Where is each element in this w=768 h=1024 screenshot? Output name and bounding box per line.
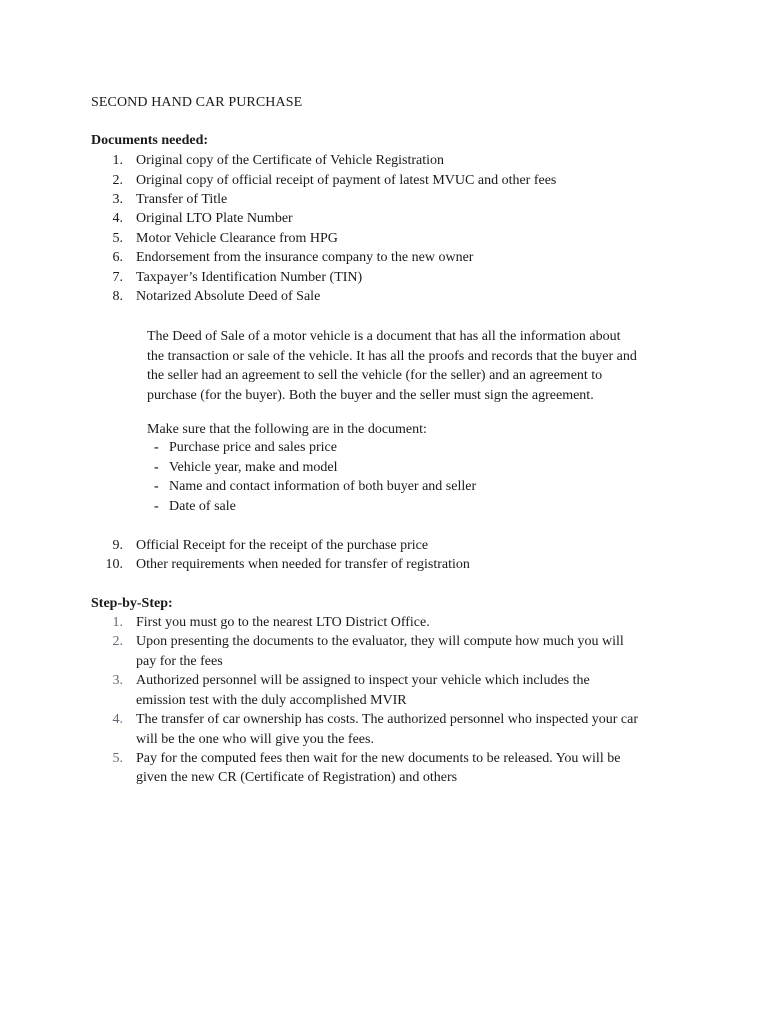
step-text: pay for the fees — [136, 654, 223, 669]
list-number: 9. — [112, 538, 123, 553]
step-text: Authorized personnel will be assigned to inspect your vehicle which includes the — [136, 673, 590, 688]
list-number: 4. — [112, 211, 123, 226]
bullet-text: Name and contact information of both buyer and seller — [169, 479, 477, 494]
steps-heading: Step-by-Step: — [91, 596, 173, 611]
list-text: Original copy of official receipt of payment of latest MVUC and other fees — [136, 173, 557, 188]
step-text: First you must go to the nearest LTO District Office. — [136, 615, 430, 630]
paragraph-line: the transaction or sale of the vehicle. It has all the proofs and records that the buyer and — [147, 348, 637, 364]
step-text: Upon presenting the documents to the evaluator, they will compute how much you will — [136, 634, 624, 649]
documents-heading: Documents needed: — [91, 133, 209, 148]
bullet-text: Purchase price and sales price — [169, 440, 337, 455]
bullet-text: Date of sale — [169, 499, 236, 514]
paragraph-line: purchase (for the buyer). Both the buyer and the seller must sign the agreement. — [147, 387, 594, 403]
list-text: Official Receipt for the receipt of the purchase price — [136, 538, 429, 553]
page-title: SECOND HAND CAR PURCHASE — [91, 95, 303, 110]
step-text: emission test with the duly accomplished MVIR — [136, 693, 407, 708]
paragraph-line: the seller had an agreement to sell the vehicle (for the seller) and an agreement to — [147, 368, 603, 383]
list-number: 7. — [112, 270, 123, 285]
list-text: Transfer of Title — [136, 192, 228, 207]
step-text: will be the one who will give you the fees. — [136, 732, 374, 747]
deed-of-sale-paragraph — [147, 327, 687, 405]
step-text: given the new CR (Certificate of Registration) and others — [136, 770, 458, 785]
bullet-text: Vehicle year, make and model — [169, 460, 338, 475]
step-text: The transfer of car ownership has costs. The authorized personnel who inspected your car — [136, 712, 639, 727]
list-number: 5. — [112, 231, 123, 246]
list-text: Original copy of the Certificate of Vehicle Registration — [136, 153, 445, 168]
list-number: 8. — [112, 289, 123, 304]
dash-bullet-icon: - — [154, 479, 159, 494]
paragraph-line: Make sure that the following are in the document: — [147, 422, 427, 437]
paragraph-line: The Deed of Sale of a motor vehicle is a document that has all the information about — [147, 329, 621, 344]
dash-bullet-icon: - — [154, 499, 159, 514]
step-number: 4. — [112, 712, 123, 727]
list-text: Original LTO Plate Number — [136, 211, 293, 226]
list-number: 6. — [112, 250, 123, 265]
list-text: Endorsement from the insurance company to the new owner — [136, 250, 474, 265]
step-number: 2. — [112, 634, 123, 649]
list-text: Taxpayer’s Identification Number (TIN) — [136, 270, 363, 285]
step-number: 5. — [112, 751, 123, 766]
step-number: 3. — [112, 673, 123, 688]
list-number: 1. — [112, 153, 123, 168]
list-text: Notarized Absolute Deed of Sale — [136, 289, 321, 304]
list-number: 3. — [112, 192, 123, 207]
list-text: Motor Vehicle Clearance from HPG — [136, 231, 338, 246]
step-text: Pay for the computed fees then wait for the new documents to be released. You will be — [136, 751, 621, 766]
list-text: Other requirements when needed for transfer of registration — [136, 557, 470, 572]
list-number: 2. — [112, 173, 123, 188]
make-sure-text — [147, 420, 687, 440]
dash-bullet-icon: - — [154, 460, 159, 475]
list-number: 10. — [105, 557, 123, 572]
step-number: 1. — [112, 615, 123, 630]
dash-bullet-icon: - — [154, 440, 159, 455]
